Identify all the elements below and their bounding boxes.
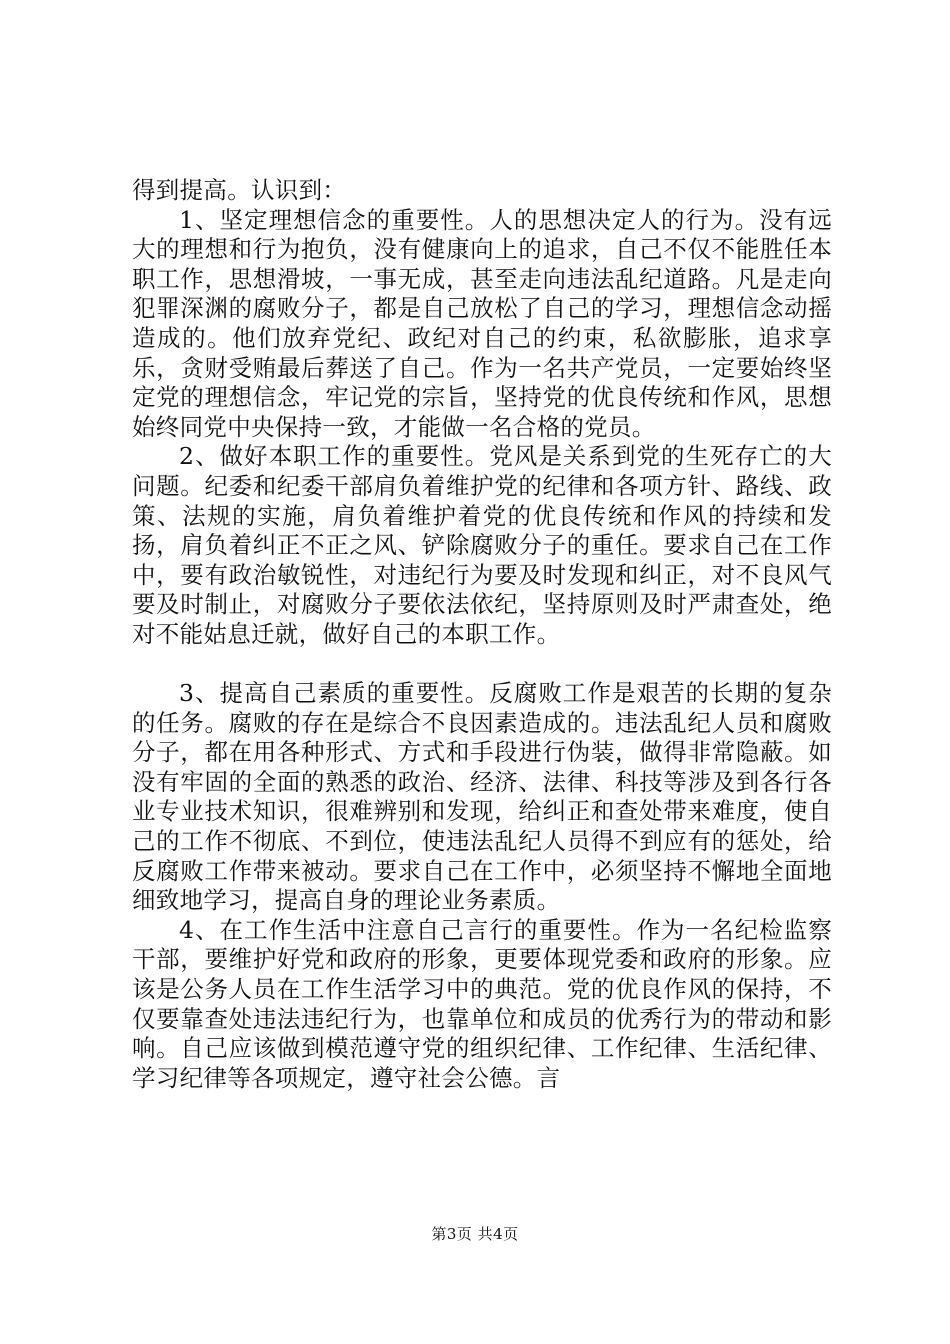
page-number-footer: 第3页 共4页 (431, 1225, 519, 1243)
paragraph-intro: 得到提高。认识到： (132, 176, 347, 204)
paragraph-point-4: 4、在工作生活中注意自己言行的重要性。作为一名纪检监察干部，要维护好党和政府的形象，更要体现党委和政府的形象。应该是公务人员在工作生活学习中的典范。党的优良作风的保持，不仅要靠查处违法违纪行为，也靠单位和成员的优秀行为的带动和影响。自己应该做到模范遵守党的组织纪律、工作纪律、生活纪律、学习纪律等各项规定，遵守社会公德。言 (132, 915, 832, 1092)
document-body (132, 176, 832, 1093)
paragraph-point-3: 3、提高自己素质的重要性。反腐败工作是艰苦的长期的复杂的任务。腐败的存在是综合不良因素造成的。违法乱纪人员和腐败分子，都在用各种形式、方式和手段进行伪装，做得非常隐蔽。如没有牢固的全面的熟悉的政治、经济、法律、科技等涉及到各行各业专业技术知识，很难辨别和发现，给纠正和查处带来难度，使自己的工作不彻底、不到位，使违法乱纪人员得不到应有的惩处，给反腐败工作带来被动。要求自己在工作中，必须坚持不懈地全面地细致地学习，提高自身的理论业务素质。 (132, 679, 832, 915)
paragraph-point-2: 2、做好本职工作的重要性。党风是关系到党的生死存亡的大问题。纪委和纪委干部肩负着维护党的纪律和各项方针、路线、政策、法规的实施，肩负着维护着党的优良传统和作风的持续和发扬，肩负着纠正不正之风、铲除腐败分子的重任。要求自己在工作中，要有政治敏锐性，对违纪行为要及时发现和纠正，对不良风气要及时制止，对腐败分子要依法依纪，坚持原则及时严肃查处，绝对不能姑息迁就，做好自己的本职工作。 (132, 442, 832, 648)
paragraph-point-1: 1、坚定理想信念的重要性。人的思想决定人的行为。没有远大的理想和行为抱负，没有健康向上的追求，自己不仅不能胜任本职工作，思想滑坡，一事无成，甚至走向违法乱纪道路。凡是走向犯罪深渊的腐败分子，都是自己放松了自己的学习，理想信念动摇造成的。他们放弃党纪、政纪对自己的约束，私欲膨胀，追求享乐，贪财受贿最后葬送了自己。作为一名共产党员，一定要始终坚定党的理想信念，牢记党的宗旨，坚持党的优良传统和作风，思想始终同党中央保持一致，才能做一名合格的党员。 (132, 205, 832, 441)
